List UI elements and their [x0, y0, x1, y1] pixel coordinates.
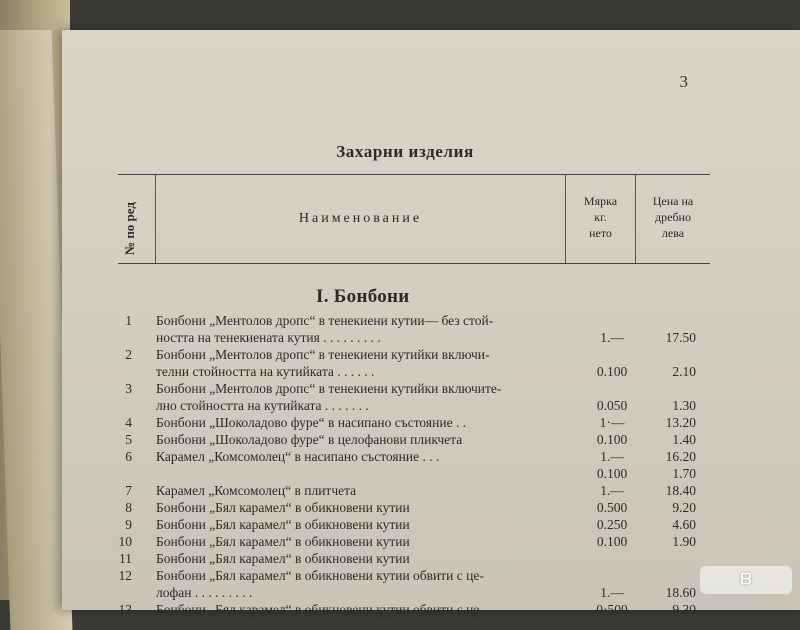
row-number: 6 — [125, 449, 132, 464]
row-unit: 1.— — [600, 483, 624, 498]
row-unit: 0.050 — [596, 398, 628, 413]
page-number: 3 — [679, 72, 688, 91]
header-num-cell — [118, 175, 156, 263]
row-price: 16.20 — [665, 449, 696, 464]
row-unit: 0·500 — [596, 602, 628, 617]
row-number: 5 — [125, 432, 132, 447]
row-number: 12 — [118, 568, 132, 583]
category-heading: I. Бонбони — [316, 286, 410, 307]
row-price: 18.40 — [665, 483, 696, 498]
row-number: 7 — [125, 483, 132, 498]
header-num-label: № по ред — [122, 202, 137, 255]
row-text-line: Бонбони „Бял карамел“ в обикновени кутии — [156, 517, 410, 532]
row-price: 1.70 — [672, 466, 696, 481]
row-number: 3 — [125, 381, 132, 396]
row-text-line: Бонбони „Бял карамел“ в обикновени кутии — [156, 551, 410, 566]
row-price: 2.10 — [672, 364, 696, 379]
row-number: 4 — [125, 415, 132, 430]
watermark-logo: ᗷ — [700, 566, 792, 594]
row-number: 1 — [125, 313, 132, 328]
row-unit: 1.— — [600, 449, 624, 464]
header-unit-label — [566, 193, 635, 241]
row-number: 11 — [119, 551, 132, 566]
header-unit-line: кг. — [594, 210, 607, 224]
row-unit: 1.— — [600, 330, 624, 345]
row-unit: 0.100 — [596, 364, 628, 379]
row-text-line: Бонбони „Бял карамел“ в обикновени кутии обвити с це- — [156, 602, 484, 617]
row-price: 1.30 — [672, 398, 696, 413]
header-name-label: Наименование — [298, 211, 423, 226]
row-price: 17.50 — [665, 330, 696, 345]
row-text-line: ността на тенекиената кутия . . . . . . . . . — [156, 330, 381, 345]
row-text-line: Бонбони „Бял карамел“ в обикновени кутии обвити с це- — [156, 568, 484, 583]
row-text-line: телни стойността на кутийката . . . . . . — [156, 364, 375, 379]
section-title: Захарни изделия — [336, 142, 474, 161]
row-price: 9.20 — [672, 500, 696, 515]
row-price: 9.30 — [672, 602, 696, 617]
row-text-line: лофан . . . . . . . . . — [156, 585, 253, 600]
row-price: 4.60 — [672, 517, 696, 532]
row-unit: 0.100 — [596, 432, 628, 447]
row-number: 8 — [125, 500, 132, 515]
header-name-cell — [156, 175, 566, 263]
row-unit: 0.250 — [596, 517, 628, 532]
row-unit: 1·— — [599, 415, 625, 430]
row-price: 1.90 — [672, 534, 696, 549]
row-unit: 1.— — [600, 585, 624, 600]
row-number: 9 — [125, 517, 132, 532]
header-unit-cell — [566, 175, 636, 263]
header-price-label — [636, 193, 710, 241]
row-price: 13.20 — [665, 415, 696, 430]
header-unit-line: Мярка — [583, 194, 618, 208]
row-text-line: Бонбони „Шоколадово фуре“ в целофанови пликчета — [156, 432, 463, 447]
header-price-line: Цена на — [652, 194, 694, 208]
header-price-line: лева — [661, 226, 685, 240]
row-unit: 0.100 — [596, 466, 628, 481]
row-unit: 0.100 — [596, 534, 628, 549]
row-unit: 0.500 — [596, 500, 628, 515]
row-price: 18.60 — [665, 585, 696, 600]
row-number: 10 — [118, 534, 132, 549]
header-unit-line: нето — [589, 226, 612, 240]
row-price: 1.40 — [672, 432, 696, 447]
header-price-cell — [636, 175, 710, 263]
row-text-line: Карамел „Комсомолец“ в плитчета — [156, 483, 357, 498]
row-text-line: Бонбони „Бял карамел“ в обикновени кутии — [156, 500, 410, 515]
row-number: 2 — [125, 347, 132, 362]
header-price-line: дребно — [655, 210, 691, 224]
row-text-line: Бонбони „Ментолов дропс“ в тенекиени кутии— без стой- — [156, 313, 494, 328]
row-text-line: Бонбони „Ментолов дропс“ в тенекиени кутийки включи- — [156, 347, 490, 362]
row-text-line: Бонбони „Бял карамел“ в обикновени кутии — [156, 534, 410, 549]
row-text-line: Карамел „Комсомолец“ в насипано състояние . . . — [156, 449, 440, 464]
row-text-line: Бонбони „Шоколадово фуре“ в насипано състояние . . — [156, 415, 467, 430]
table-header — [118, 174, 710, 264]
row-number: 13 — [118, 602, 132, 617]
row-text-line: Бонбони „Ментолов дропс“ в тенекиени кутийки включите- — [156, 381, 502, 396]
row-text-line: лно стойността на кутийката . . . . . . . — [156, 398, 369, 413]
